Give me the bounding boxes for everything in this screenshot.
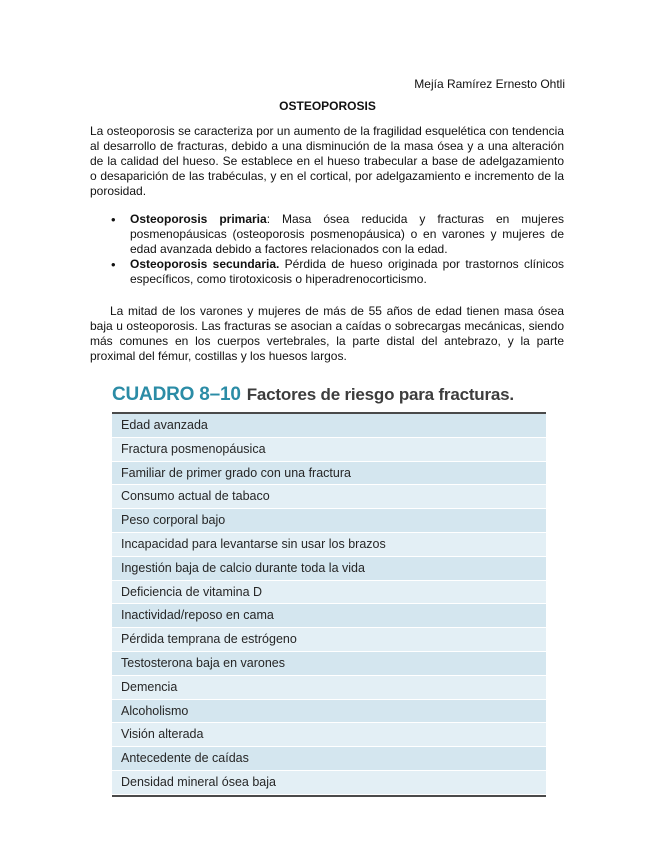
bullet-separator: : [266, 212, 271, 226]
list-item-primary [130, 212, 564, 257]
bullet-text: Pérdida de hueso originada por trastornos clínicos específicos, como tirotoxicosis o hiperadrenocorticismo. [130, 257, 564, 286]
prevalence-paragraph: La mitad de los varones y mujeres de más de 55 años de edad tienen masa ósea baja u osteoporosis. Las fracturas se asocian a caídas o sobrecargas mecánicas, siendo más comunes en los cuerpos vertebrales, la parte distal del antebrazo, y la parte proximal del fémur, costillas y los huesos largos. [90, 304, 564, 363]
bullet-term: Osteoporosis secundaria. [130, 257, 280, 271]
bullet-term: Osteoporosis primaria [130, 212, 267, 226]
table-caption: Factores de riesgo para fracturas. [246, 385, 514, 404]
table-row: Inactividad/reposo en cama [112, 604, 546, 628]
table-row: Peso corporal bajo [112, 509, 546, 533]
table-row: Consumo actual de tabaco [112, 485, 546, 509]
table-row: Familiar de primer grado con una fractura [112, 462, 546, 486]
table-row: Testosterona baja en varones [112, 652, 546, 676]
osteoporosis-types-list [90, 212, 564, 287]
table-title [112, 382, 546, 408]
table-row: Fractura posmenopáusica [112, 438, 546, 462]
table-row: Incapacidad para levantarse sin usar los brazos [112, 533, 546, 557]
table-row: Edad avanzada [112, 414, 546, 438]
table-number: CUADRO 8–10 [112, 384, 241, 405]
table-row: Pérdida temprana de estrógeno [112, 628, 546, 652]
bullet-text: Masa ósea reducida y fracturas en mujeres posmenopáusicas (osteoporosis posmenopáusica) o en varones y mujeres de edad avanzada debido a factores relacionados con la edad. [130, 212, 564, 256]
table-row: Visión alterada [112, 723, 546, 747]
table-row: Demencia [112, 676, 546, 700]
table-bottom-rule [112, 795, 546, 797]
table-row: Antecedente de caídas [112, 747, 546, 771]
list-item-secondary [130, 257, 564, 287]
table-row: Densidad mineral ósea baja [112, 771, 546, 795]
author-name: Mejía Ramírez Ernesto Ohtli [414, 77, 565, 91]
page-title: OSTEOPOROSIS [279, 99, 376, 113]
intro-paragraph: La osteoporosis se caracteriza por un aumento de la fragilidad esquelética con tendencia al desarrollo de fracturas, debido a una disminución de la masa ósea y a una alteración de la calidad del hueso. Se establece en el hueso trabecular a base de adelgazamiento o desaparición de las trabéculas, y en el cortical, por adelgazamiento e incremento de la porosidad. [90, 124, 564, 198]
risk-factor-list [112, 414, 546, 795]
risk-factors-table [112, 382, 546, 797]
table-row: Deficiencia de vitamina D [112, 581, 546, 605]
table-row: Ingestión baja de calcio durante toda la vida [112, 557, 546, 581]
table-row: Alcoholismo [112, 700, 546, 724]
